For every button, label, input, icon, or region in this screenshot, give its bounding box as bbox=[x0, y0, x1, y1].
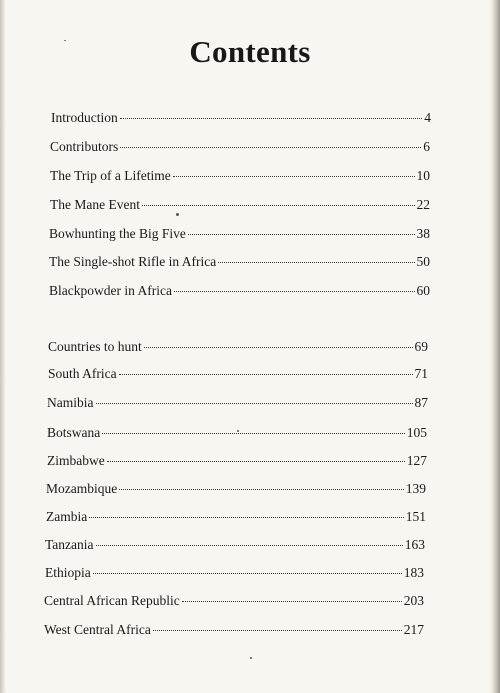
page-title: Contents bbox=[189, 34, 311, 69]
toc-entry bbox=[48, 339, 428, 355]
toc-entry bbox=[47, 395, 428, 411]
toc-entry-title: West Central Africa bbox=[44, 622, 151, 637]
toc-entry-page: 4 bbox=[424, 110, 431, 125]
toc-entry bbox=[44, 593, 424, 609]
toc-entry bbox=[50, 139, 430, 155]
toc-entry-title: Bowhunting the Big Five bbox=[49, 226, 186, 241]
toc-entry-page: 163 bbox=[404, 537, 425, 552]
toc-entry-title: Zimbabwe bbox=[47, 453, 105, 468]
toc-entry-title: The Single-shot Rifle in Africa bbox=[49, 254, 217, 269]
toc-dot-leader bbox=[89, 517, 404, 518]
toc-dot-leader bbox=[182, 601, 402, 602]
toc-entry-title: Ethiopia bbox=[45, 565, 91, 580]
toc-entry-title: Introduction bbox=[51, 110, 118, 125]
toc-entry-title: Namibia bbox=[47, 395, 94, 410]
page-edge bbox=[490, 0, 500, 693]
toc-entry-title: Zambia bbox=[46, 509, 88, 524]
toc-entry-title: Contributors bbox=[50, 139, 119, 154]
toc-entry-page: 217 bbox=[403, 622, 424, 637]
toc-dot-leader bbox=[119, 374, 413, 375]
toc-entry-page: 22 bbox=[416, 197, 430, 212]
toc-dot-leader bbox=[218, 262, 414, 263]
toc-dot-leader bbox=[174, 291, 415, 292]
toc-entry-title: The Mane Event bbox=[50, 197, 140, 212]
toc-entry-page: 71 bbox=[414, 366, 428, 381]
toc-entry bbox=[45, 537, 425, 553]
toc-dot-leader bbox=[144, 347, 413, 348]
toc-dot-leader bbox=[173, 176, 415, 177]
toc-entry-page: 183 bbox=[403, 565, 424, 580]
toc-entry bbox=[46, 509, 426, 525]
toc-dot-leader bbox=[188, 234, 415, 235]
toc-entry bbox=[47, 453, 427, 469]
toc-entry-page: 60 bbox=[416, 283, 430, 298]
toc-entry-page: 139 bbox=[405, 481, 426, 496]
toc-dot-leader bbox=[119, 489, 404, 490]
toc-entry-page: 105 bbox=[406, 425, 427, 440]
toc-entry-page: 50 bbox=[416, 254, 430, 269]
paper-speck bbox=[176, 213, 179, 216]
toc-entry bbox=[45, 565, 424, 581]
toc-entry-page: 69 bbox=[414, 339, 428, 354]
toc-entry-title: Countries to hunt bbox=[48, 339, 142, 354]
paper-speck bbox=[250, 657, 252, 659]
toc-entry bbox=[48, 366, 428, 382]
toc-entry-title: Blackpowder in Africa bbox=[49, 283, 172, 298]
toc-entry-title: Mozambique bbox=[46, 481, 118, 496]
toc-entry bbox=[49, 254, 430, 270]
toc-entry bbox=[50, 197, 430, 213]
toc-dot-leader bbox=[96, 545, 403, 546]
toc-entry-title: Tanzania bbox=[45, 537, 94, 552]
toc-dot-leader bbox=[96, 403, 413, 404]
toc-dot-leader bbox=[120, 147, 421, 148]
toc-dot-leader bbox=[153, 630, 402, 631]
toc-entry-title: Botswana bbox=[47, 425, 101, 440]
toc-dot-leader bbox=[107, 461, 405, 462]
toc-entry bbox=[46, 481, 426, 497]
toc-entry-page: 6 bbox=[423, 139, 430, 154]
toc-dot-leader bbox=[120, 118, 423, 119]
toc-entry-page: 87 bbox=[414, 395, 428, 410]
toc-entry-page: 127 bbox=[406, 453, 427, 468]
toc-entry bbox=[47, 425, 427, 441]
toc-entry-title: South Africa bbox=[48, 366, 117, 381]
toc-entry-page: 38 bbox=[416, 226, 430, 241]
toc-entry bbox=[44, 622, 424, 638]
toc-dot-leader bbox=[93, 573, 402, 574]
toc-entry bbox=[49, 283, 430, 299]
toc-dot-leader bbox=[102, 433, 405, 434]
toc-entry bbox=[49, 226, 430, 242]
toc-entry bbox=[51, 110, 431, 126]
toc-entry-title: Central African Republic bbox=[44, 593, 180, 608]
page-gutter-shadow bbox=[0, 0, 6, 693]
toc-entry-page: 151 bbox=[405, 509, 426, 524]
toc-entry-title: The Trip of a Lifetime bbox=[50, 168, 171, 183]
toc-entry bbox=[50, 168, 430, 184]
toc-dot-leader bbox=[142, 205, 415, 206]
toc-entry-page: 10 bbox=[416, 168, 430, 183]
toc-entry-page: 203 bbox=[403, 593, 424, 608]
